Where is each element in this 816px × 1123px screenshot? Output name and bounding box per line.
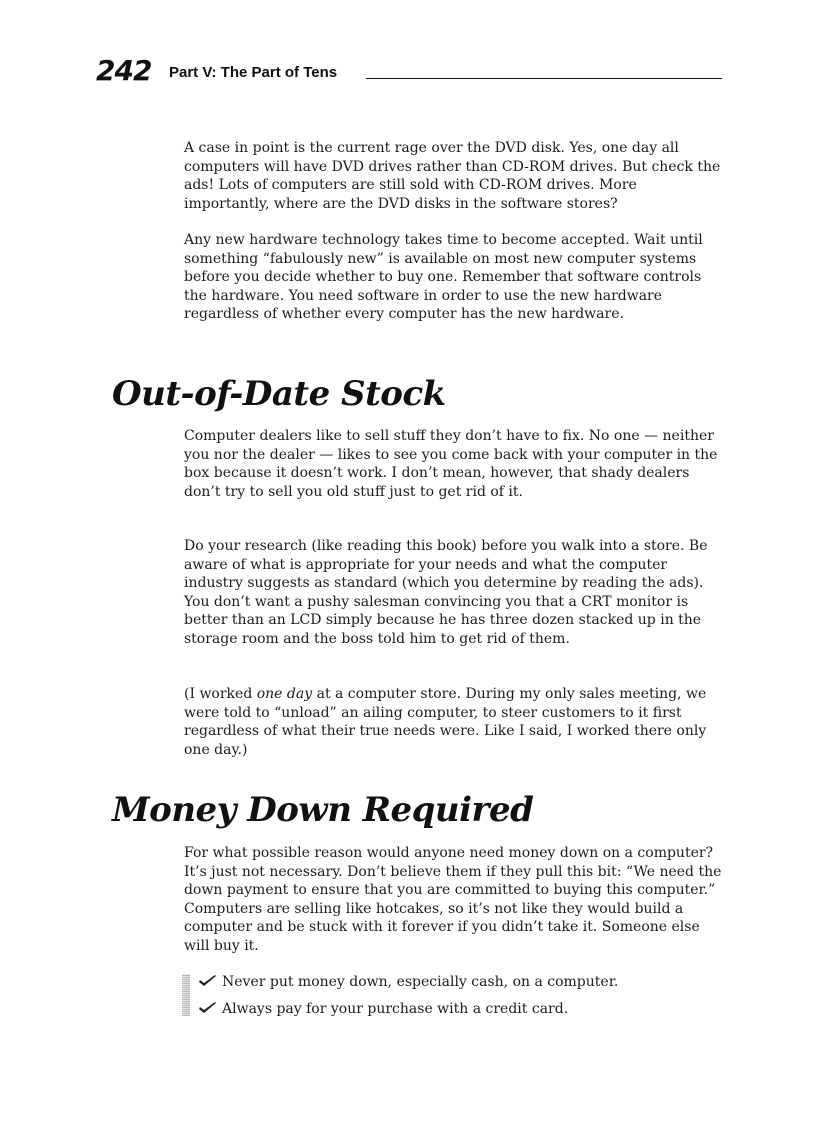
checkmark-icon xyxy=(198,1001,218,1015)
page-number: 242 xyxy=(96,54,152,87)
page-header xyxy=(96,56,722,86)
paragraph xyxy=(184,685,724,759)
paragraph: Do your research (like reading this book) before you walk into a store. Be aware of what is appropriate for your needs and what the computer industry suggests as standard (which you determine by reading the ads). You don’t want a pushy salesman convincing you that a CRT monitor is better than an LCD simply because he has three dozen stacked up in the storage room and the boss told him to get rid of them. xyxy=(184,538,708,647)
bullet-text: Always pay for your purchase with a credit card. xyxy=(222,1001,569,1017)
bullet-list-bar xyxy=(182,974,190,1016)
emphasis-text: one day xyxy=(256,686,313,702)
list-item xyxy=(198,1000,738,1020)
paragraph-text: at a computer store. During my only sales meeting, we were told to “unload” an ailing computer, to steer customers to it first regardless of what their true needs were. Like I said, I worked there only one day.) xyxy=(184,686,707,758)
paragraph: Computer dealers like to sell stuff they don’t have to fix. No one — neither you nor the dealer — likes to see you come back with your computer in the box because it doesn’t work. I don’t mean, however, that shady dealers don’t try to sell you old stuff just to get rid of it. xyxy=(184,428,718,500)
paragraph: Any new hardware technology takes time to become accepted. Wait until something “fabulously new” is available on most new computer systems before you decide whether to buy one. Remember that software controls the hardware. You need software in order to use the new hardware regardless of whether every computer has the new hardware. xyxy=(184,232,703,322)
section-heading-money-down-required: Money Down Required xyxy=(112,790,534,830)
paragraph: For what possible reason would anyone need money down on a computer? It’s just not necessary. Don’t believe them if they pull this bit: “We need the down payment to ensure that you are committed to buying this computer.” Computers are selling like hotcakes, so it’s not like they would build a computer and be stuck with it forever if you didn’t take it. Someone else will buy it. xyxy=(184,845,722,954)
paragraph-text: (I worked xyxy=(184,686,257,702)
section-heading-out-of-date-stock: Out-of-Date Stock xyxy=(112,374,446,414)
running-head: Part V: The Part of Tens xyxy=(169,64,338,81)
header-rule xyxy=(366,78,722,79)
bullet-text: Never put money down, especially cash, on a computer. xyxy=(222,974,619,990)
checkmark-icon xyxy=(198,974,218,988)
list-item xyxy=(198,973,738,993)
paragraph: A case in point is the current rage over the DVD disk. Yes, one day all computers will have DVD drives rather than CD-ROM drives. But check the ads! Lots of computers are still sold with CD-ROM drives. More importantly, where are the DVD disks in the software stores? xyxy=(184,140,721,212)
